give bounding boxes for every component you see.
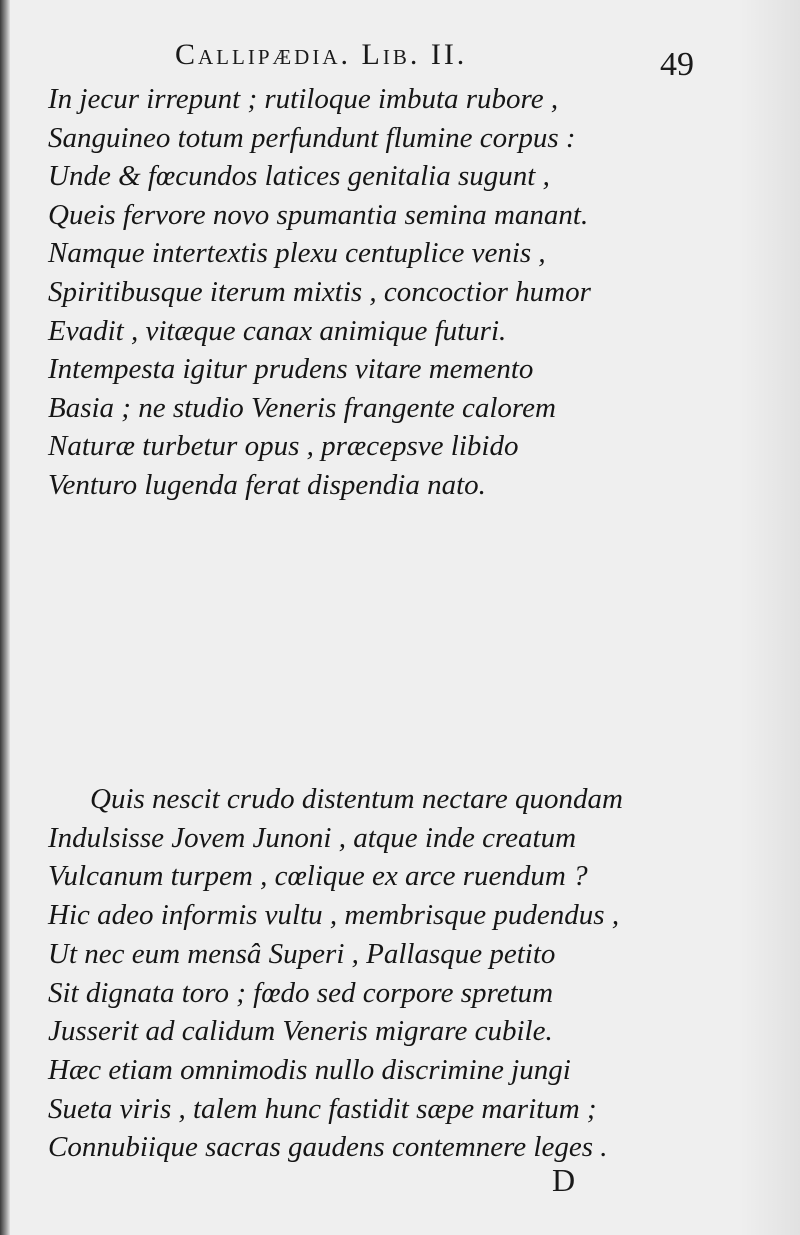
verse-line: Intempesta igitur prudens vitare memento (48, 353, 534, 386)
verse-line: Jusserit ad calidum Veneris migrare cubile. (48, 1015, 553, 1048)
signature-mark: D (552, 1162, 576, 1198)
verse-stanza-1 (48, 80, 591, 505)
verse-line: Naturæ turbetur opus , præcepsve libido (48, 430, 519, 463)
page-number: 49 (660, 46, 694, 83)
verse-line: Venturo lugenda ferat dispendia nato. (48, 468, 486, 501)
verse-line: In jecur irrepunt ; rutiloque imbuta rubore , (48, 83, 559, 115)
verse-line: Ut nec eum mensâ Superi , Pallasque petito (48, 937, 556, 970)
verse-line: Connubiique sacras gaudens contemnere leges . (48, 1131, 608, 1164)
verse-line: Hic adeo informis vultu , membrisque pudendus , (48, 899, 620, 932)
page-gutter (0, 0, 10, 1235)
page-shade (740, 0, 800, 1235)
verse-line: Sit dignata toro ; fœdo sed corpore spretum (48, 976, 554, 1009)
verse-line: Sanguineo totum perfundunt flumine corpus : (48, 121, 576, 154)
verse-line: Queis fervore novo spumantia semina manant. (48, 198, 589, 231)
verse-line: Indulsisse Jovem Junoni , atque inde creatum (48, 821, 577, 854)
verse-line: Quis nescit crudo distentum nectare quondam (90, 783, 623, 815)
verse-line: Spiritibusque iterum mixtis , concoctior humor (48, 275, 591, 308)
verse-line: Namque intertextis plexu centuplice venis , (48, 237, 546, 270)
running-title: Callipædia. Lib. II. (175, 38, 468, 71)
verse-line: Unde & fœcundos latices genitalia sugunt , (48, 160, 550, 193)
verse-stanza-2 (48, 780, 623, 1167)
verse-line: Evadit , vitæque canax animique futuri. (48, 314, 507, 347)
verse-line: Sueta viris , talem hunc fastidit sæpe maritum ; (48, 1092, 597, 1125)
verse-line: Basia ; ne studio Veneris frangente calorem (48, 391, 556, 424)
verse-line: Hæc etiam omnimodis nullo discrimine jungi (48, 1053, 571, 1086)
verse-line: Vulcanum turpem , cœlique ex arce ruendum ? (48, 860, 588, 893)
